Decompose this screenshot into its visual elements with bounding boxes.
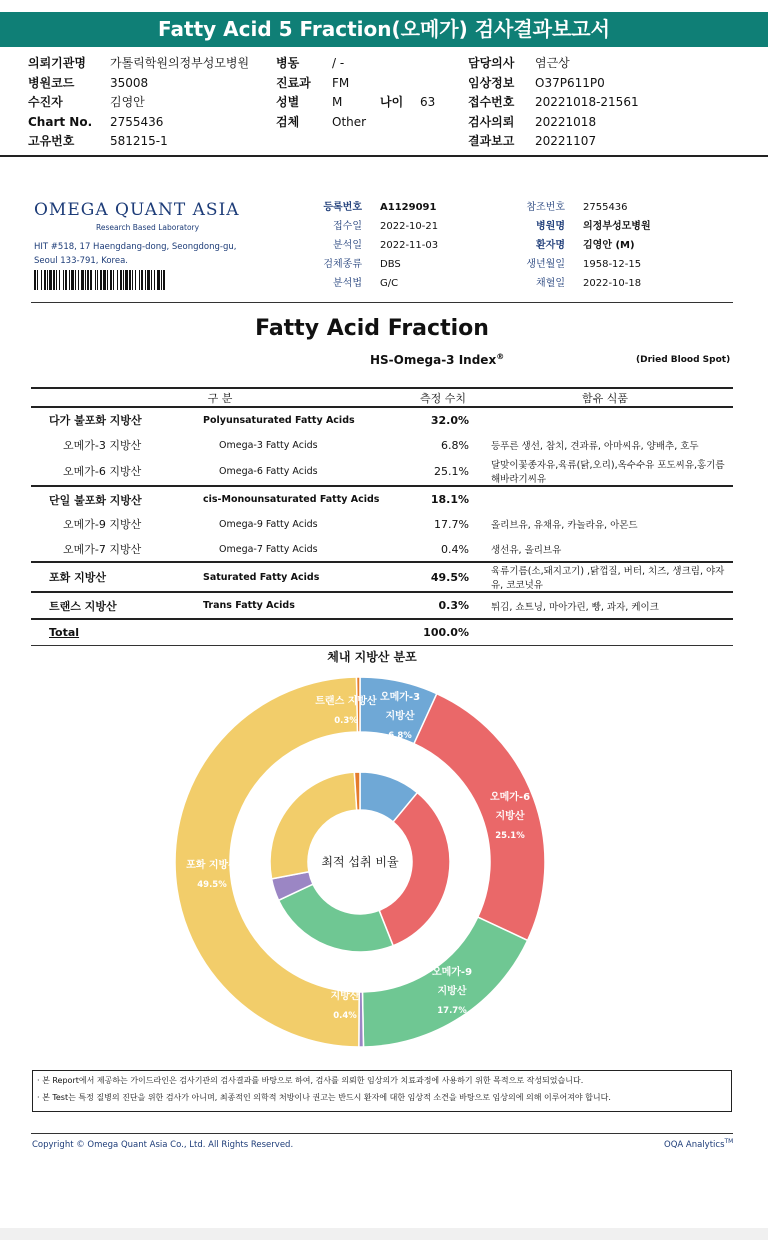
barcode-bar bbox=[87, 270, 89, 290]
barcode-bar bbox=[135, 270, 136, 290]
page-bottom-strip bbox=[0, 1228, 768, 1240]
barcode-bar bbox=[78, 270, 79, 290]
slice-label-name: 오메가-7 bbox=[324, 972, 366, 983]
barcode-bar bbox=[34, 270, 36, 290]
info-key: 결과보고 bbox=[468, 134, 515, 148]
info-key: 검체 bbox=[276, 114, 300, 129]
subtitle-text: HS-Omega-3 Index bbox=[370, 353, 497, 367]
row-en: cis-Monounsaturated Fatty Acids bbox=[203, 486, 409, 512]
barcode-bar bbox=[69, 270, 70, 290]
barcode-bar bbox=[154, 270, 155, 290]
slice-label-pct: 25.1% bbox=[495, 831, 525, 841]
info-key: 병원코드 bbox=[28, 75, 75, 90]
row-food: 생선유, 올리브유 bbox=[491, 545, 562, 557]
slice-label-name: 지방산 bbox=[385, 711, 415, 722]
slice-label-name: 오메가-3 bbox=[379, 692, 421, 703]
info-key: 성별 bbox=[276, 95, 300, 109]
barcode-bar bbox=[95, 270, 96, 290]
info-value: 염근상 bbox=[535, 56, 570, 70]
patient-info-col3 bbox=[468, 54, 639, 152]
barcode-bar bbox=[53, 270, 55, 290]
row-kr: Total bbox=[31, 619, 203, 645]
reg-key: 접수일 bbox=[333, 221, 362, 232]
info-key: 검사의뢰 bbox=[468, 114, 515, 129]
reg-key: 참조번호 bbox=[526, 202, 565, 213]
table-row bbox=[31, 619, 733, 645]
slice-label-pct: 17.7% bbox=[437, 1006, 467, 1016]
barcode-bar bbox=[120, 270, 122, 290]
row-kr: 단일 불포화 지방산 bbox=[31, 486, 203, 512]
reg-value: 김영안 (M) bbox=[583, 240, 635, 251]
info-value: Other bbox=[332, 114, 367, 129]
reg-value: 의정부성모병원 bbox=[583, 221, 651, 232]
row-food bbox=[477, 407, 733, 433]
divider bbox=[31, 1133, 733, 1134]
barcode-bar bbox=[100, 270, 102, 290]
barcode-bar bbox=[47, 270, 48, 290]
slice-label bbox=[431, 965, 472, 1016]
row-kr: 트랜스 지방산 bbox=[31, 592, 203, 619]
fatty-acid-table bbox=[31, 387, 733, 646]
barcode-bar bbox=[117, 270, 118, 290]
header-food: 함유 식품 bbox=[477, 388, 733, 407]
info-key: 접수번호 bbox=[468, 95, 515, 109]
divider bbox=[31, 302, 733, 303]
barcode-bar bbox=[41, 270, 42, 290]
barcode-bar bbox=[151, 270, 152, 290]
info-value: 20221018-21561 bbox=[535, 95, 639, 109]
reg-key: 환자명 bbox=[536, 240, 565, 251]
age-key: 나이 bbox=[380, 95, 404, 109]
info-key: 임상정보 bbox=[468, 75, 515, 90]
reg-key: 채혈일 bbox=[536, 278, 565, 289]
row-food: 등푸른 생선, 참치, 견과류, 아마씨유, 양배추, 호두 bbox=[491, 441, 699, 453]
barcode-bar bbox=[113, 270, 114, 290]
row-en: Omega-9 Fatty Acids bbox=[219, 518, 318, 530]
barcode-bar bbox=[129, 270, 131, 290]
barcode-bar bbox=[65, 270, 67, 290]
barcode-bar bbox=[145, 270, 146, 290]
row-value: 6.8% bbox=[441, 438, 469, 452]
barcode-bar bbox=[157, 270, 160, 290]
slice-label-name: 포화 지방산 bbox=[186, 860, 238, 871]
barcode-bar bbox=[90, 270, 92, 290]
barcode bbox=[34, 270, 166, 290]
center-label: 최적 섭취 비율 bbox=[321, 855, 399, 869]
barcode-bar bbox=[147, 270, 150, 290]
slice-label-name: 지방산 bbox=[330, 991, 360, 1002]
disclaimer-box bbox=[32, 1070, 732, 1112]
info-key: Chart No. bbox=[28, 114, 93, 129]
row-value: 17.7% bbox=[434, 517, 469, 531]
reg-key: 등록번호 bbox=[323, 202, 362, 213]
slice-label-name: 오메가-9 bbox=[431, 967, 473, 978]
barcode-bar bbox=[163, 270, 165, 290]
brand-text: OQA Analytics bbox=[664, 1139, 725, 1150]
barcode-bar bbox=[107, 270, 108, 290]
row-food: 달맞이꽃종자유,육류(닭,오리),옥수수유 포도씨유,홍기름 해바라기씨유 bbox=[491, 460, 725, 486]
barcode-bar bbox=[63, 270, 64, 290]
copyright: Copyright © Omega Quant Asia Co., Ltd. All Rights Reserved. bbox=[32, 1140, 294, 1150]
row-food bbox=[477, 486, 733, 512]
brand-sup: TM bbox=[724, 1138, 734, 1145]
barcode-bar bbox=[139, 270, 140, 290]
row-value: 0.3% bbox=[409, 592, 477, 619]
barcode-bar bbox=[125, 270, 128, 290]
info-value: 2755436 bbox=[110, 114, 164, 129]
slice-label-pct: 49.5% bbox=[197, 880, 227, 890]
lab-address bbox=[34, 240, 236, 268]
row-kr: 오메가-6 지방산 bbox=[63, 465, 142, 479]
reg-value: 2022-10-21 bbox=[380, 221, 439, 232]
reg-value: 2755436 bbox=[583, 202, 628, 213]
barcode-bar bbox=[132, 270, 133, 290]
barcode-bar bbox=[103, 270, 106, 290]
slice-label-pct: 6.8% bbox=[388, 731, 412, 741]
lab-address-line2: Seoul 133-791, Korea. bbox=[34, 256, 128, 266]
reg-key: 검체종류 bbox=[323, 259, 362, 270]
subtitle-sup: ® bbox=[496, 352, 505, 361]
table-row bbox=[31, 562, 733, 592]
barcode-bar bbox=[56, 270, 57, 290]
row-value: 25.1% bbox=[434, 464, 469, 478]
slice-label-name: 트랜스 지방산 bbox=[315, 696, 377, 707]
slice-label-name: 지방산 bbox=[437, 986, 467, 997]
reg-value: 2022-10-18 bbox=[583, 278, 642, 289]
info-value: FM bbox=[332, 75, 350, 90]
row-value: 32.0% bbox=[409, 407, 477, 433]
row-en: Polyunsaturated Fatty Acids bbox=[203, 407, 409, 433]
row-value: 100.0% bbox=[409, 619, 477, 645]
row-food: 올리브유, 유채유, 카놀라유, 아몬드 bbox=[491, 520, 638, 532]
reg-key: 분석법 bbox=[333, 278, 362, 289]
header-value: 측정 수치 bbox=[409, 388, 477, 407]
reg-key: 분석일 bbox=[333, 240, 362, 251]
patient-info-col1 bbox=[28, 54, 249, 152]
barcode-bar bbox=[161, 270, 162, 290]
row-kr: 오메가-7 지방산 bbox=[63, 543, 142, 557]
reg-key: 병원명 bbox=[536, 221, 565, 232]
reg-value: DBS bbox=[380, 259, 401, 270]
info-key: 병동 bbox=[276, 56, 300, 70]
age-value: 63 bbox=[420, 95, 436, 109]
reg-value: 2022-11-03 bbox=[380, 240, 439, 251]
info-value: 김영안 bbox=[110, 95, 145, 109]
row-food: 육류기름(소,돼지고기) ,닭껍질, 버터, 치즈, 생크림, 야자유, 코코넛유 bbox=[477, 562, 733, 592]
reg-key: 생년월일 bbox=[526, 259, 565, 270]
lab-info-left bbox=[300, 198, 438, 293]
reg-value: G/C bbox=[380, 278, 399, 289]
table-header-row bbox=[31, 388, 733, 407]
info-value: M bbox=[332, 95, 343, 109]
disclaimer-line: · 본 Test는 특정 질병의 진단을 위한 검사가 아니며, 최종적인 의학적 처방이나 권고는 반드시 환자에 대한 임상적 소견을 바탕으로 임상의에 의해 이루어져야 합니다. bbox=[37, 1093, 611, 1102]
barcode-bar bbox=[123, 270, 124, 290]
report-title: Fatty Acid 5 Fraction(오메가) 검사결과보고서 bbox=[0, 12, 768, 47]
specimen-note: (Dried Blood Spot) bbox=[636, 355, 731, 365]
reg-value: 1958-12-15 bbox=[583, 259, 642, 270]
patient-info-col2 bbox=[276, 54, 435, 132]
barcode-bar bbox=[81, 270, 84, 290]
report-subtitle bbox=[370, 352, 504, 367]
lab-logo-sub: Research Based Laboratory bbox=[96, 223, 200, 232]
barcode-bar bbox=[110, 270, 112, 290]
barcode-bar bbox=[49, 270, 52, 290]
lab-address-line1: HIT #518, 17 Haengdang-dong, Seongdong-gu, bbox=[34, 242, 237, 252]
barcode-bar bbox=[141, 270, 143, 290]
info-key: 의뢰기관명 bbox=[28, 56, 86, 70]
barcode-bar bbox=[85, 270, 86, 290]
row-value: 0.4% bbox=[441, 542, 469, 556]
info-key: 진료과 bbox=[276, 75, 311, 90]
row-en: Saturated Fatty Acids bbox=[203, 562, 409, 592]
row-en: Omega-6 Fatty Acids bbox=[219, 465, 318, 477]
row-en: Trans Fatty Acids bbox=[203, 592, 409, 619]
info-value: 20221018 bbox=[535, 114, 597, 129]
disclaimer-line: · 본 Report에서 제공하는 가이드라인은 검사기관의 검사결과를 바탕으로 하여, 검사를 의뢰한 임상의가 치료과정에 사용하기 위한 목적으로 작성되었습니다. bbox=[37, 1076, 584, 1085]
barcode-bar bbox=[75, 270, 76, 290]
report-heading: Fatty Acid Fraction bbox=[255, 316, 489, 341]
header-category: 구 분 bbox=[31, 388, 409, 407]
row-en: Omega-7 Fatty Acids bbox=[219, 543, 318, 555]
chart-title: 체내 지방산 분포 bbox=[327, 650, 417, 664]
info-value: O37P611P0 bbox=[535, 75, 605, 90]
slice-label bbox=[489, 790, 530, 841]
inner-slice bbox=[279, 884, 394, 952]
info-value: 가톨릭학원의정부성모병원 bbox=[110, 56, 250, 70]
info-value: / - bbox=[332, 56, 345, 70]
table-row bbox=[31, 592, 733, 619]
lab-info-right bbox=[503, 198, 651, 293]
info-value: 20221107 bbox=[535, 134, 597, 148]
row-kr: 오메가-3 지방산 bbox=[63, 439, 142, 453]
slice-label-name: 오메가-6 bbox=[489, 792, 531, 803]
table-row bbox=[31, 537, 733, 563]
info-key: 담당의사 bbox=[468, 56, 515, 70]
slice-label-pct: 0.3% bbox=[334, 716, 358, 726]
lab-logo: OMEGA QUANT ASIA bbox=[34, 200, 240, 220]
table-row bbox=[31, 512, 733, 537]
divider bbox=[0, 155, 768, 157]
slice-label-name: 지방산 bbox=[495, 811, 525, 822]
info-key: 수진자 bbox=[28, 95, 63, 109]
info-key: 고유번호 bbox=[28, 134, 75, 148]
barcode-bar bbox=[97, 270, 98, 290]
row-value: 49.5% bbox=[409, 562, 477, 592]
row-food bbox=[477, 619, 733, 645]
row-en: Omega-3 Fatty Acids bbox=[219, 439, 318, 451]
table-row bbox=[31, 486, 733, 512]
reg-value: A1129091 bbox=[380, 202, 437, 213]
info-value: 35008 bbox=[110, 75, 149, 90]
row-kr: 오메가-9 지방산 bbox=[63, 518, 142, 532]
barcode-bar bbox=[59, 270, 60, 290]
barcode-bar bbox=[37, 270, 38, 290]
brand bbox=[664, 1138, 733, 1150]
row-kr: 다가 불포화 지방산 bbox=[31, 407, 203, 433]
barcode-bar bbox=[71, 270, 74, 290]
table-row bbox=[31, 457, 733, 486]
table-row bbox=[31, 433, 733, 458]
row-food: 튀김, 쇼트닝, 마아가린, 빵, 과자, 케이크 bbox=[477, 592, 733, 619]
distribution-chart bbox=[150, 668, 570, 1068]
info-value: 581215-1 bbox=[110, 134, 168, 148]
table-row bbox=[31, 407, 733, 433]
slice-label-pct: 0.4% bbox=[333, 1011, 357, 1021]
row-kr: 포화 지방산 bbox=[31, 562, 203, 592]
row-en bbox=[203, 619, 409, 645]
row-value: 18.1% bbox=[409, 486, 477, 512]
barcode-bar bbox=[44, 270, 46, 290]
